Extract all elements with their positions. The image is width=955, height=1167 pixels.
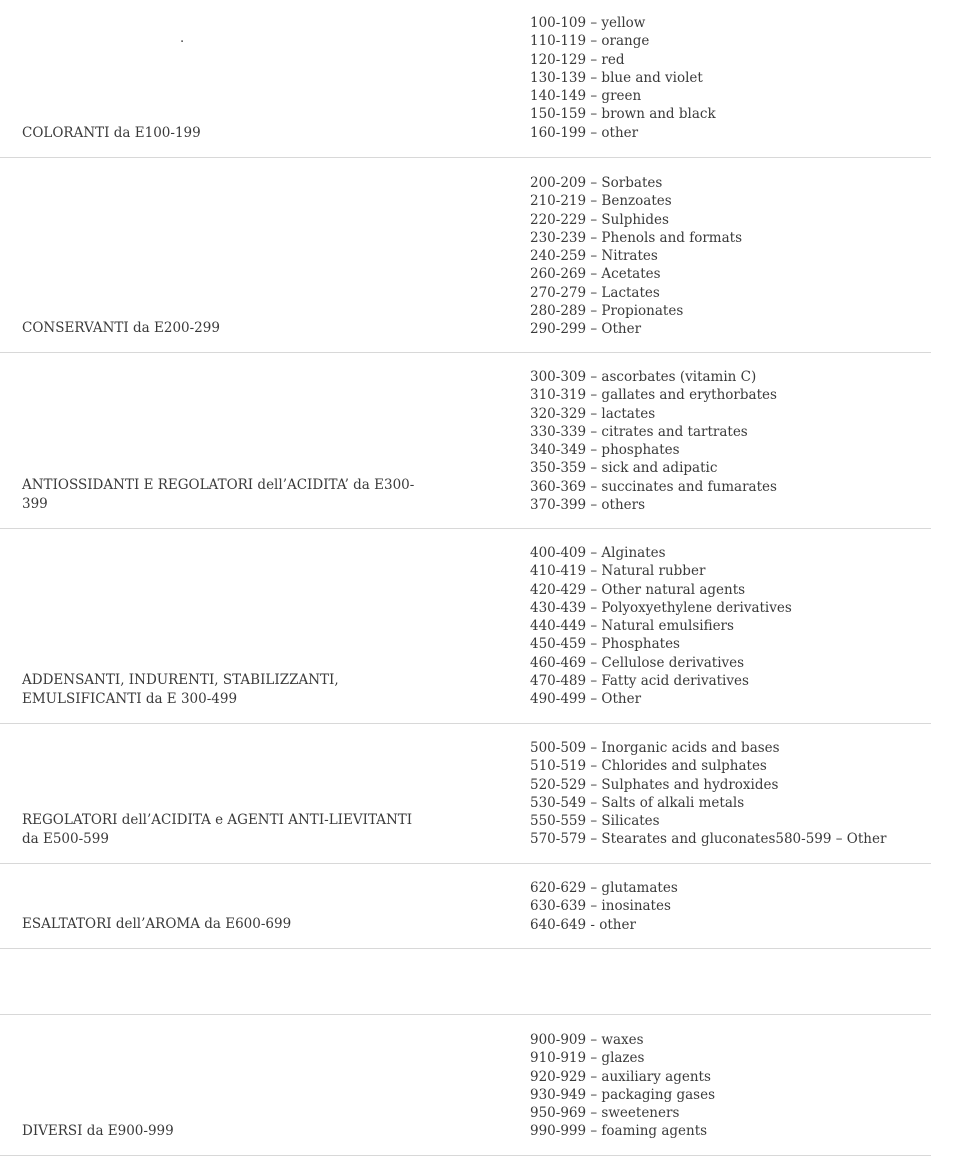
table-row-coloranti [0,0,931,158]
range-list [530,14,931,157]
range-item: 930-949 – packaging gases [530,1086,716,1103]
range-item: 620-629 – glutamates [530,880,678,896]
table-row-addensanti [0,529,931,724]
range-item: 640-649 - other [530,916,636,933]
range-item: 920-929 – auxiliary agents [530,1068,711,1085]
range-item: 460-469 – Cellulose derivatives [530,654,745,671]
range-item: 430-439 – Polyoxyethylene derivatives [530,599,792,616]
table-row-regolatori [0,724,931,864]
table-row-conservanti [0,158,931,353]
range-item: 530-549 – Salts of alkali metals [530,794,745,811]
range-item: 140-149 – green [530,88,642,105]
range-item: 260-269 – Acetates [530,266,661,283]
stray-mark: . [180,31,185,46]
range-item: 990-999 – foaming agents [530,1123,708,1140]
category-label: ESALTATORI dell’AROMA da E600-699 [22,915,292,932]
range-item: 550-559 – Silicates [530,813,660,830]
category-cell [0,1031,530,1155]
range-list [530,368,931,528]
range-item: 510-519 – Chlorides and sulphates [530,758,767,775]
category-label: ANTIOSSIDANTI E REGOLATORI dell’ACIDITA’ da E300-399 [22,477,415,512]
range-item: 100-109 – yellow [530,15,646,31]
range-list [530,544,931,723]
range-item: 420-429 – Other natural agents [530,581,746,598]
category-cell [0,949,530,1014]
range-item: 570-579 – Stearates and gluconates580-599 – Other [530,831,887,848]
category-cell [0,739,530,863]
range-item: 320-329 – lactates [530,405,656,422]
range-item: 950-969 – sweeteners [530,1105,680,1122]
range-item: 150-159 – brown and black [530,106,716,123]
range-item: 340-349 – phosphates [530,442,680,459]
category-cell [0,368,530,528]
range-item: 470-489 – Fatty acid derivatives [530,673,749,690]
category-label: COLORANTI da E100-199 [22,124,201,141]
range-item: 130-139 – blue and violet [530,69,703,86]
range-item: 240-259 – Nitrates [530,248,658,265]
range-item: 440-449 – Natural emulsifiers [530,618,734,635]
range-list [530,739,931,863]
range-item: 230-239 – Phenols and formats [530,229,743,246]
range-item: 280-289 – Propionates [530,303,684,320]
category-label: CONSERVANTI da E200-299 [22,319,220,336]
range-item: 350-359 – sick and adipatic [530,460,718,477]
range-item: 310-319 – gallates and erythorbates [530,387,777,404]
range-item: 410-419 – Natural rubber [530,563,706,580]
range-item: 120-129 – red [530,51,625,68]
range-item: 370-399 – others [530,497,646,514]
range-item: 450-459 – Phosphates [530,636,680,653]
range-item: 210-219 – Benzoates [530,193,672,210]
category-cell [0,174,530,352]
category-label: DIVERSI da E900-999 [22,1122,174,1139]
range-item: 400-409 – Alginates [530,545,666,561]
category-label: ADDENSANTI, INDURENTI, STABILIZZANTI, EMULSIFICANTI da E 300-499 [22,672,339,707]
table-row-diversi [0,1015,931,1156]
table-row-antiossidanti [0,353,931,529]
range-list [530,174,931,352]
range-item: 270-279 – Lactates [530,284,660,301]
range-item: 300-309 – ascorbates (vitamin C) [530,369,757,385]
table-row-empty [0,949,931,1015]
table-row-esaltatori [0,864,931,949]
range-item: 490-499 – Other [530,691,642,708]
range-list [530,1031,931,1155]
range-item: 900-909 – waxes [530,1032,644,1048]
range-item: 520-529 – Sulphates and hydroxides [530,776,779,793]
range-item: 110-119 – orange [530,33,650,50]
range-list [530,949,931,1014]
range-item: 290-299 – Other [530,321,642,338]
range-item: 500-509 – Inorganic acids and bases [530,740,780,756]
category-label: REGOLATORI dell’ACIDITA e AGENTI ANTI-LIEVITANTI da E500-599 [22,812,413,847]
range-item: 200-209 – Sorbates [530,175,663,191]
range-list [530,879,931,948]
category-cell [0,879,530,948]
category-cell [0,544,530,723]
range-item: 630-639 – inosinates [530,898,671,915]
category-cell [0,14,530,157]
range-item: 330-339 – citrates and tartrates [530,423,748,440]
range-item: 360-369 – succinates and fumarates [530,478,777,495]
range-item: 220-229 – Sulphides [530,211,669,228]
range-item: 160-199 – other [530,124,639,141]
range-item: 910-919 – glazes [530,1050,645,1067]
